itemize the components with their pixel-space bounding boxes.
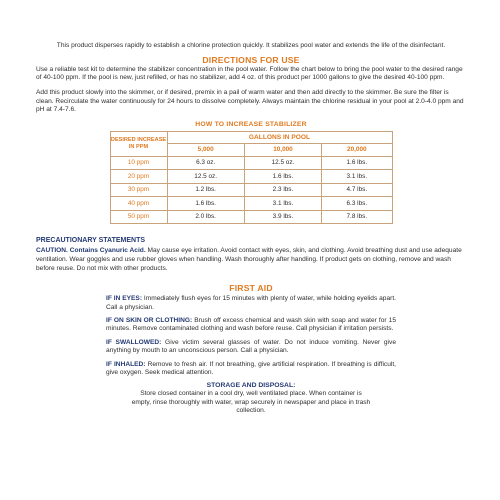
table-row	[110, 156, 392, 170]
amount-cell: 6.3 lbs.	[322, 197, 392, 211]
storage-title: STORAGE AND DISPOSAL:	[206, 382, 296, 390]
first-aid-text: Give victim several glasses of water. Do not induce vomiting. Never give anything by mouth to an unconscious person. Call a physician.	[106, 338, 396, 355]
amount-cell: 12.5 oz.	[167, 170, 244, 184]
amount-cell: 1.6 lbs.	[322, 156, 392, 170]
size-header: 20,000	[322, 143, 392, 156]
directions-paragraph-1: Use a reliable test kit to determine the stabilizer concentration in the pool water. Follow the chart below to bring the pool water to the desired range of 40-100 ppm. If the pool is new, just refilled, or has no stabilizer, add 4 oz. of this product per 1000 gallons to give the desired 40-100 ppm.	[36, 65, 463, 81]
caution-label: CAUTION. Contains Cyanuric Acid.	[36, 246, 146, 254]
amount-cell: 1.6 lbs.	[167, 197, 244, 211]
desired-increase-header: DESIRED INCREASE IN PPM	[110, 131, 167, 156]
size-header: 10,000	[244, 143, 321, 156]
amount-cell: 3.1 lbs.	[244, 197, 321, 211]
first-aid-section	[106, 295, 396, 377]
amount-cell: 6.3 oz.	[167, 156, 244, 170]
first-aid-heading: FIRST AID	[229, 283, 273, 294]
amount-cell: 3.9 lbs.	[244, 210, 321, 224]
ppm-cell: 50 ppm	[110, 210, 167, 224]
first-aid-item	[106, 339, 396, 356]
storage-text: Store closed container in a cool dry, well ventilated place. When container is empty, rinse thoroughly with water, wrap securely in newspaper and place in trash collection.	[131, 390, 371, 415]
directions-paragraph-2: Add this product slowly into the skimmer, or if desired, premix in a pail of warm water and then add directly to the skimmer. Be sure the filter is clean. Recirculate the water continuously for 24 hours to dissolve completely. Always maintain the chlorine residual in your pool at 2.0-4.0 ppm and pH at 7.4-7.6.	[36, 89, 464, 114]
table-row	[110, 210, 392, 224]
stabilizer-table	[110, 131, 393, 225]
first-aid-item	[106, 295, 396, 312]
table-row	[110, 197, 392, 211]
amount-cell: 2.0 lbs.	[167, 210, 244, 224]
ppm-cell: 40 ppm	[110, 197, 167, 211]
ppm-cell: 30 ppm	[110, 183, 167, 197]
first-aid-text: Remove to fresh air. If not breathing, give artificial respiration. If breathing is difficult, give oxygen. Seek medical attention.	[106, 360, 396, 376]
amount-cell: 12.5 oz.	[244, 156, 321, 170]
table-row	[110, 183, 392, 197]
caution-paragraph	[36, 246, 466, 274]
size-header: 5,000	[167, 143, 244, 156]
amount-cell: 7.8 lbs.	[322, 210, 392, 224]
ppm-cell: 10 ppm	[110, 156, 167, 170]
table-row	[110, 170, 392, 184]
intro-text: This product disperses rapidly to establish a chlorine protection quickly. It stabilizes pool water and extends the life of the disinfectant.	[56, 42, 446, 49]
precautionary-title: PRECAUTIONARY STATEMENTS	[36, 237, 146, 245]
directions-heading: DIRECTIONS FOR USE	[202, 54, 300, 65]
amount-cell: 1.2 lbs.	[167, 183, 244, 197]
first-aid-label: IF IN EYES:	[106, 295, 143, 303]
gallons-header: GALLONS IN POOL	[167, 131, 392, 143]
precautionary-section	[36, 237, 466, 273]
first-aid-item	[106, 361, 396, 378]
caution-text: May cause eye irritation. Avoid contact with eyes, skin, and clothing. Avoid breathing dust and use adequate ventilation. Wear goggles and use rubber gloves when handling. Wash thoroughly after handling. If product gets on clothing, remove and wash before reuse. Do not mix with other products.	[36, 246, 462, 272]
ppm-cell: 20 ppm	[110, 170, 167, 184]
first-aid-label: IF ON SKIN OR CLOTHING:	[106, 316, 193, 324]
first-aid-text: Brush off excess chemical and wash skin with soap and water for 15 minutes. Remove contaminated clothing and wash before reuse. Call physician if irritation persists.	[106, 316, 396, 333]
amount-cell: 2.3 lbs.	[244, 183, 321, 197]
first-aid-item	[106, 317, 396, 334]
first-aid-text: Immediately flush eyes for 15 minutes with plenty of water, while holding eyelids apart. Call a physician.	[106, 295, 396, 311]
amount-cell: 4.7 lbs.	[322, 183, 392, 197]
table-heading: HOW TO INCREASE STABILIZER	[195, 120, 307, 128]
first-aid-label: IF INHALED:	[106, 360, 146, 368]
amount-cell: 3.1 lbs.	[322, 170, 392, 184]
first-aid-label: IF SWALLOWED:	[106, 338, 162, 346]
amount-cell: 1.6 lbs.	[244, 170, 321, 184]
